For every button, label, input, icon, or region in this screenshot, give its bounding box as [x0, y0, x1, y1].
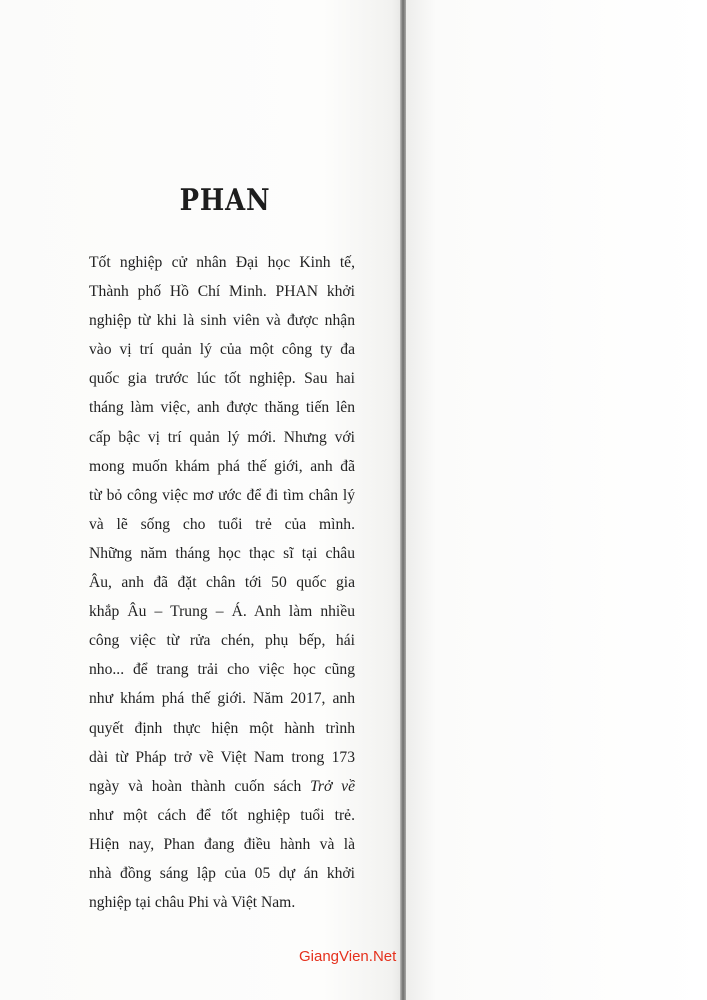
bio-line: nho... để trang trải cho việc học cũng	[89, 661, 355, 679]
bio-line: tháng làm việc, anh được thăng tiến lên	[89, 399, 355, 417]
bio-line: như khám phá thế giới. Năm 2017, anh	[89, 690, 355, 708]
bio-line: quyết định thực hiện một hành trình	[89, 719, 355, 737]
bio-line: nghiệp từ khi là sinh viên và được nhận	[89, 312, 355, 330]
bio-line: Âu, anh đã đặt chân tới 50 quốc gia	[89, 574, 355, 592]
bio-line: công việc từ rửa chén, phụ bếp, hái	[89, 632, 355, 650]
bio-line: Những năm tháng học thạc sĩ tại châu	[89, 544, 355, 562]
bio-line: Thành phố Hồ Chí Minh. PHAN khởi	[89, 283, 355, 301]
bio-line: dài từ Pháp trở về Việt Nam trong 173	[89, 748, 355, 766]
bio-line-text: ngày và hoàn thành cuốn sách	[89, 777, 302, 795]
bio-line: và lẽ sống cho tuổi trẻ của mình.	[89, 515, 355, 533]
bio-line: mong muốn khám phá thế giới, anh đã	[89, 457, 355, 475]
bio-line: Hiện nay, Phan đang điều hành và là	[89, 835, 355, 853]
bio-line: quốc gia trước lúc tốt nghiệp. Sau hai	[89, 370, 355, 388]
author-bio	[89, 248, 355, 917]
bio-line: vào vị trí quản lý của một công ty đa	[89, 341, 355, 359]
bio-line: nghiệp tại châu Phi và Việt Nam.	[89, 894, 296, 912]
bio-line-with-book-title	[89, 772, 355, 801]
book-title: Trở về	[310, 777, 356, 795]
bio-line: nhà đồng sáng lập của 05 dự án khởi	[89, 864, 355, 882]
author-name: PHAN	[179, 183, 271, 218]
right-page	[406, 0, 707, 1000]
bio-line: như một cách để tốt nghiệp tuổi trẻ.	[89, 806, 355, 824]
bio-line: cấp bậc vị trí quản lý mới. Nhưng với	[89, 428, 355, 446]
watermark-text: GiangVien.Net	[299, 948, 397, 965]
bio-line: Tốt nghiệp cử nhân Đại học Kinh tế,	[89, 254, 355, 271]
bio-line: từ bỏ công việc mơ ước để đi tìm chân lý	[89, 486, 355, 504]
bio-line: khắp Âu – Trung – Á. Anh làm nhiều	[89, 603, 355, 621]
